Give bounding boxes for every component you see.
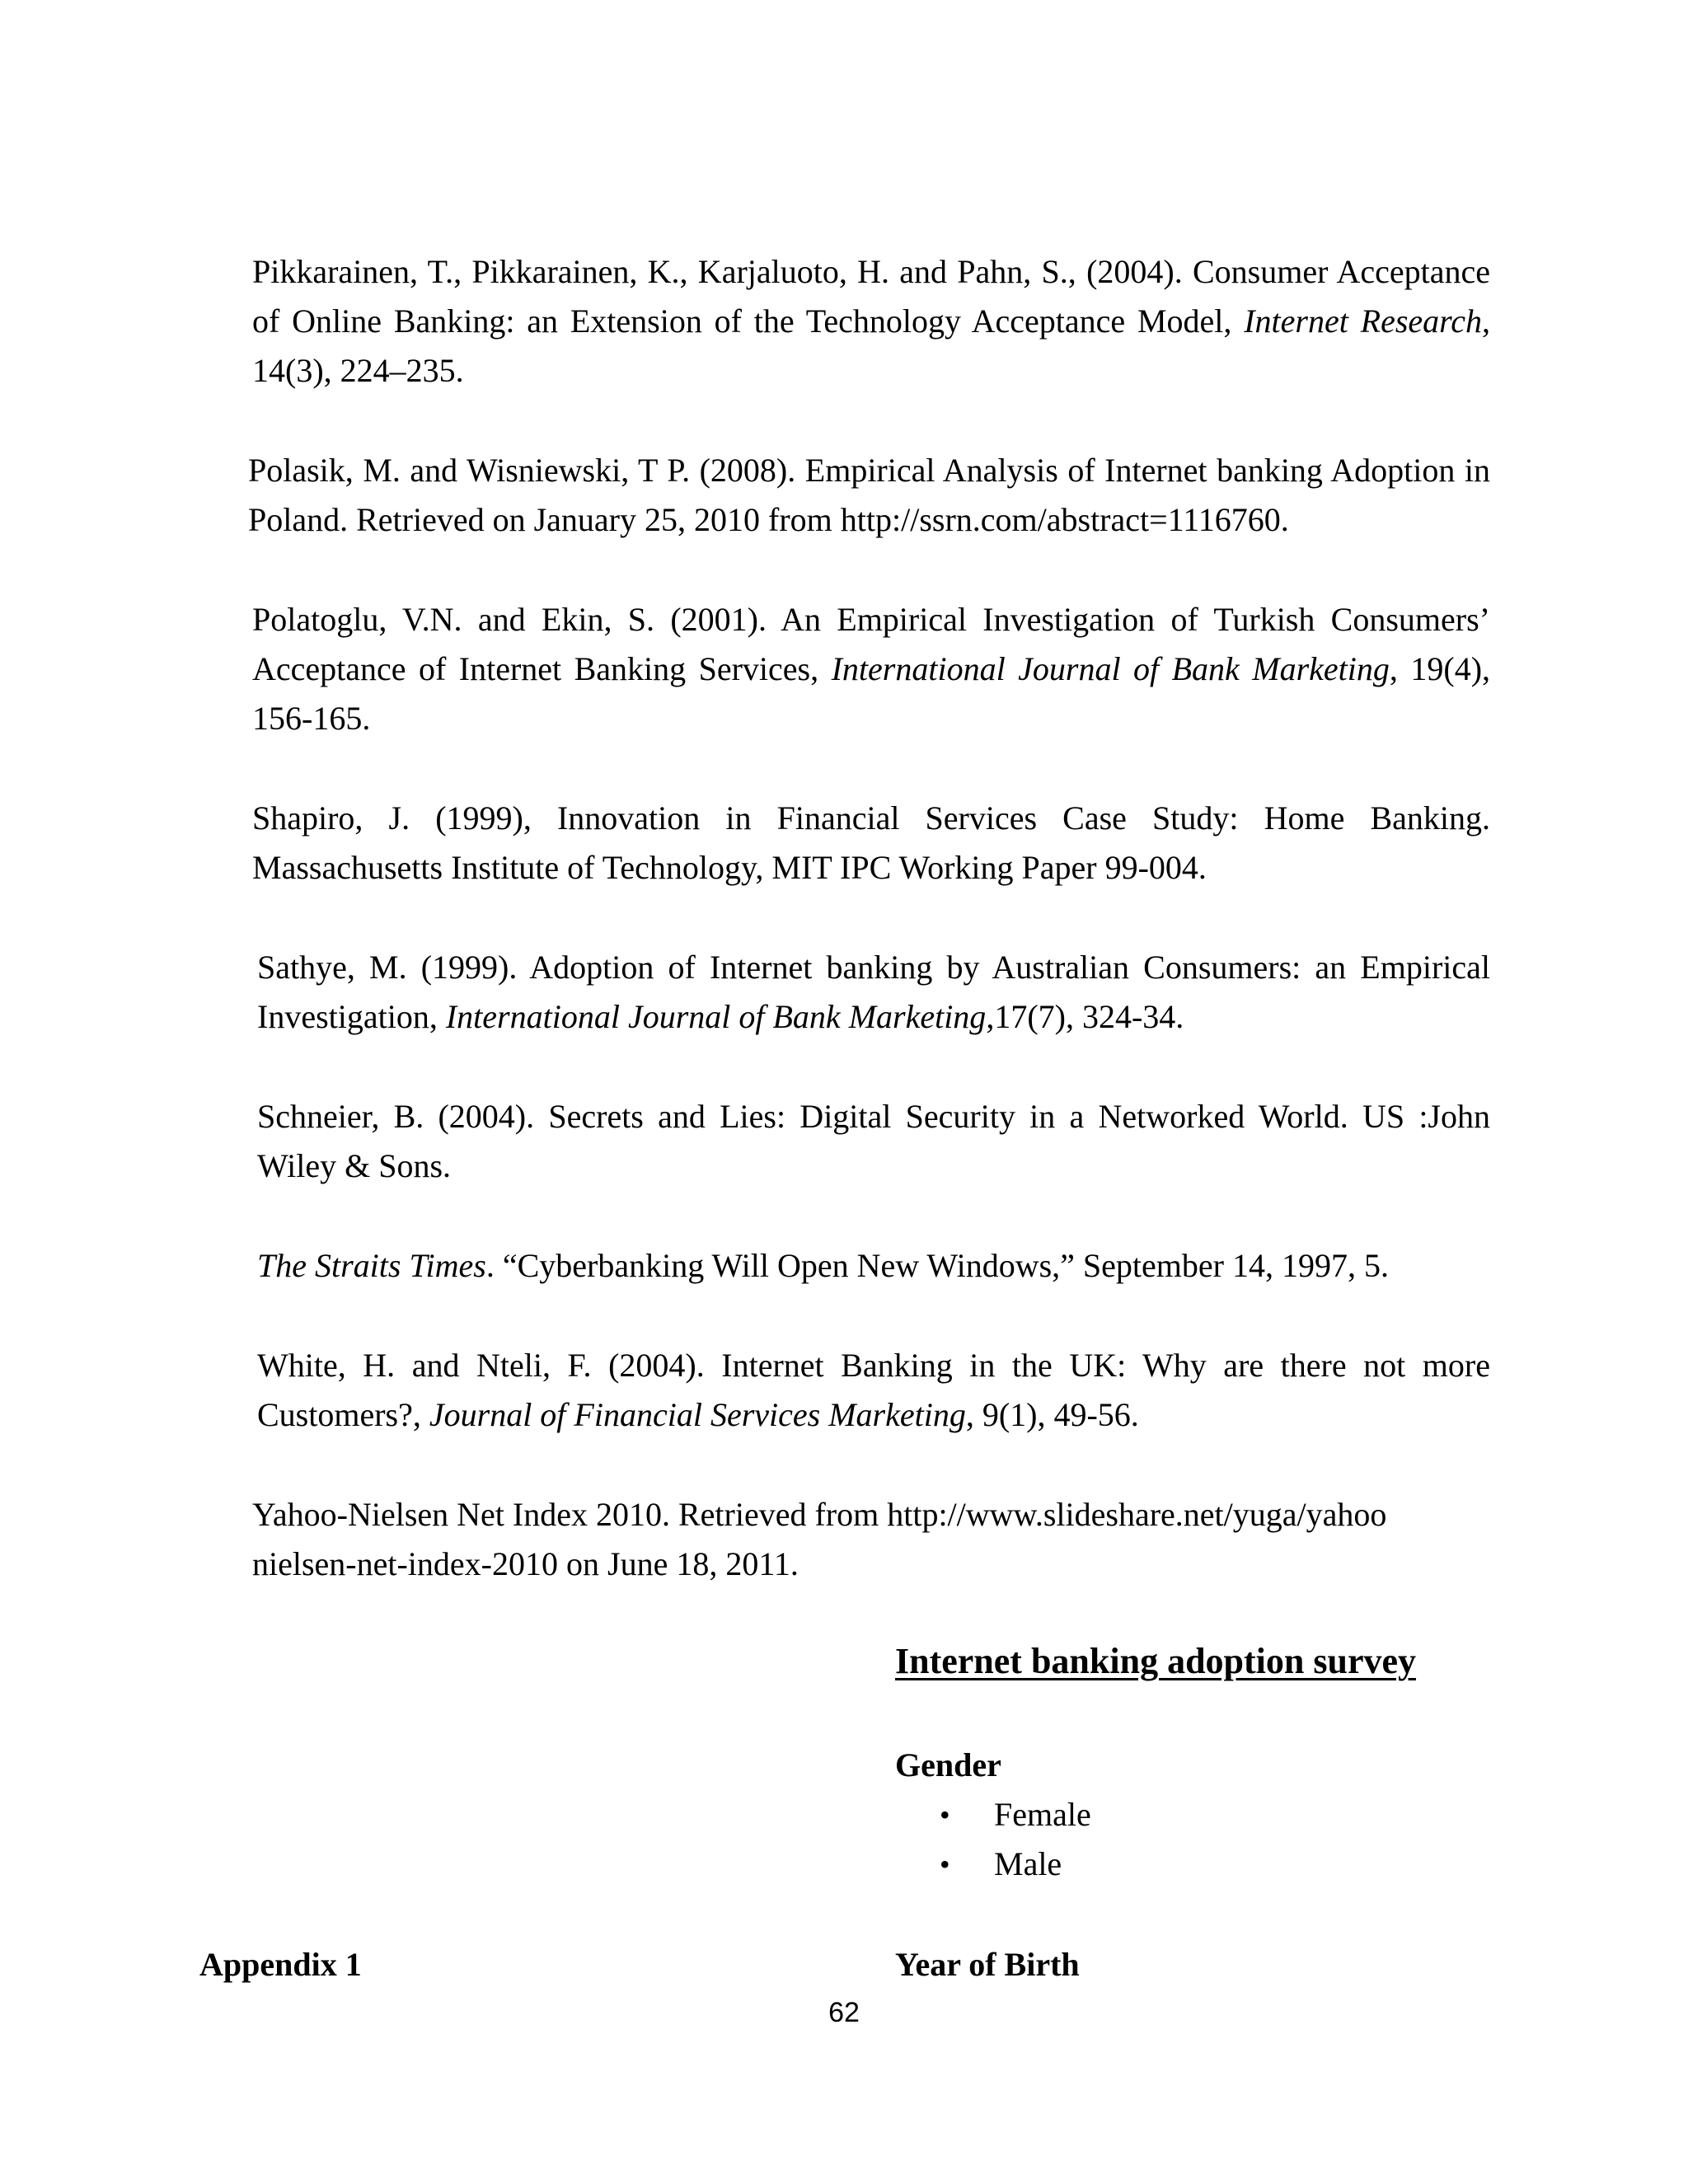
reference-text-part: Yahoo-Nielsen Net Index 2010. Retrieved from http://www.slideshare.net/yuga/yahoo nielsen-net-index-2010 on June 18, 2011.: [252, 1496, 1387, 1582]
reference-text-part: Sathye, M. (1999). Adoption of Internet banking by Australian Consumers: an Empirical Investigation,: [257, 949, 1490, 1035]
appendix-label: Appendix 1: [199, 1946, 362, 1983]
gender-option-label: Male: [994, 1845, 1062, 1882]
reference-entry: [257, 943, 1490, 1042]
bullet-icon: •: [940, 1848, 950, 1881]
gender-options: [895, 1790, 1091, 1889]
reference-entry: [248, 446, 1490, 545]
gender-label: Gender: [895, 1746, 1001, 1783]
gender-option-label: Female: [994, 1796, 1091, 1833]
gender-option-female: [895, 1790, 1091, 1840]
reference-entry: [257, 1241, 1490, 1291]
page-number: 62: [828, 1997, 860, 2028]
reference-entry: [257, 1092, 1490, 1191]
survey-title: Internet banking adoption survey: [895, 1641, 1417, 1681]
reference-text-part: Shapiro, J. (1999), Innovation in Financial Services Case Study: Home Banking. Massachusetts Institute of Technology, MIT IPC Working Paper 99-004.: [252, 799, 1490, 886]
bullet-icon: •: [940, 1798, 950, 1831]
reference-text-part: Polasik, M. and Wisniewski, T P. (2008). Empirical Analysis of Internet banking Adoption in Poland. Retrieved on January 25, 2010 from http://ssrn.com/abstract=1116760.: [248, 452, 1490, 538]
year-of-birth-label: Year of Birth: [895, 1946, 1080, 1983]
reference-entry: [252, 794, 1490, 893]
reference-text-part: White, H. and Nteli, F. (2004). Internet Banking in the UK: Why are there not more Customers?,: [257, 1347, 1490, 1433]
reference-italic-part: International Journal of Bank Marketing: [445, 998, 987, 1035]
reference-italic-part: Internet Research: [1244, 302, 1482, 340]
reference-text-part: Pikkarainen, T., Pikkarainen, K., Karjaluoto, H. and Pahn, S., (2004). Consumer Acceptance of Online Banking: an Extension of the Technology Acceptance Model,: [252, 253, 1490, 340]
reference-entry: [252, 595, 1490, 743]
reference-italic-part: Journal of Financial Services Marketing: [429, 1396, 966, 1433]
reference-text-part: . “Cyberbanking Will Open New Windows,” September 14, 1997, 5.: [485, 1247, 1389, 1284]
reference-italic-part: International Journal of Bank Marketing: [831, 650, 1390, 687]
reference-entry: [252, 1490, 1490, 1589]
reference-text-part: ,17(7), 324-34.: [986, 998, 1184, 1035]
reference-text-part: , 14(3), 224–235.: [252, 302, 1490, 389]
reference-text-part: , 9(1), 49-56.: [965, 1396, 1139, 1433]
reference-italic-part: The Straits Times: [257, 1247, 486, 1284]
reference-text-part: Polatoglu, V.N. and Ekin, S. (2001). An Empirical Investigation of Turkish Consumers’ Acceptance of Internet Banking Services,: [252, 601, 1490, 687]
reference-text-part: Schneier, B. (2004). Secrets and Lies: Digital Security in a Networked World. US :John Wiley & Sons.: [257, 1098, 1490, 1184]
reference-entry: [252, 247, 1490, 396]
reference-text-part: , 19(4), 156-165.: [252, 650, 1491, 737]
gender-option-male: [895, 1840, 1091, 1889]
reference-entry: [257, 1341, 1490, 1440]
